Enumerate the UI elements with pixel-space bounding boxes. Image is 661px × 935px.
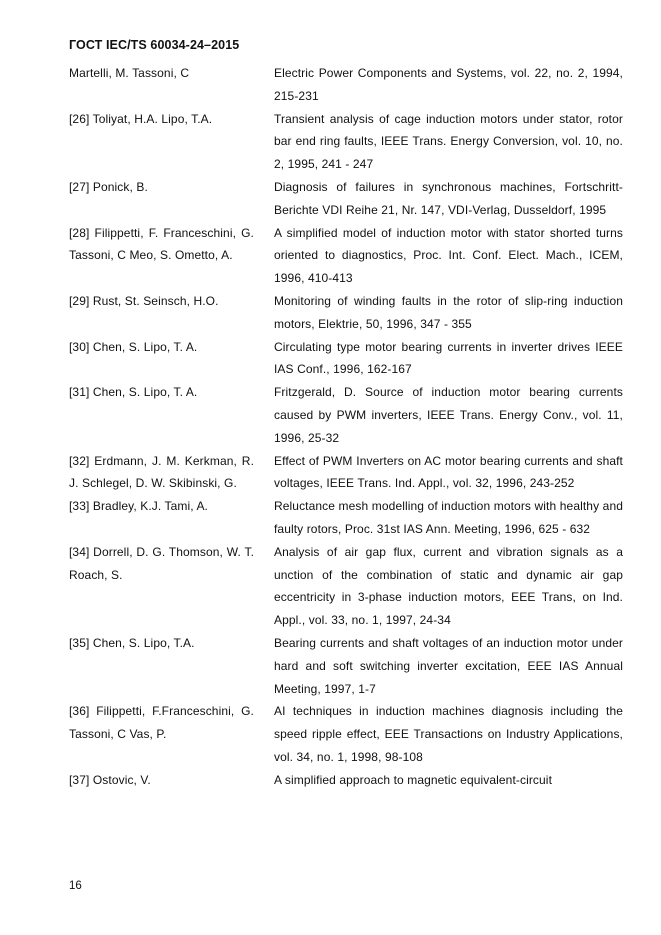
reference-entry bbox=[69, 108, 624, 176]
reference-entry bbox=[69, 290, 624, 336]
reference-authors: [28] Filippetti, F. Franceschini, G. Tassoni, C Meo, S. Ometto, A. bbox=[69, 225, 254, 263]
reference-citation: Circulating type motor bearing currents in inverter drives IEEE IAS Conf., 1996, 162-167 bbox=[274, 339, 623, 377]
reference-authors: [36] Filippetti, F.Franceschini, G. Tassoni, C Vas, P. bbox=[69, 704, 254, 742]
reference-authors: [26] Toliyat, H.A. Lipo, T.A. bbox=[69, 111, 213, 126]
reference-citation: Effect of PWM Inverters on AC motor bearing currents and shaft voltages, IEEE Trans. Ind. Appl., vol. 32, 1996, 243-252 bbox=[274, 453, 623, 491]
reference-entry bbox=[69, 769, 624, 792]
reference-authors: [29] Rust, St. Seinsch, H.O. bbox=[69, 293, 219, 308]
reference-entry bbox=[69, 450, 624, 496]
reference-citation: Diagnosis of failures in synchronous machines, Fortschritt-Berichte VDI Reihe 21, Nr. 147, VDI-Verlag, Dusseldorf, 1995 bbox=[274, 179, 623, 217]
reference-entry bbox=[69, 62, 624, 108]
reference-citation: Analysis of air gap flux, current and vibration signals as a unction of the combination of static and dynamic air gap eccentricity in 3-phase induction motors, EEE Trans, on Ind. Appl., vol. 33, no. 1, 1997, 24-34 bbox=[274, 544, 623, 628]
reference-authors: [33] Bradley, K.J. Tami, A. bbox=[69, 499, 208, 514]
reference-entry bbox=[69, 381, 624, 449]
reference-authors: [37] Ostovic, V. bbox=[69, 772, 151, 787]
reference-citation: Fritzgerald, D. Source of induction motor bearing currents caused by PWM inverters, IEEE Trans. Energy Conv., vol. 11, 1996, 25-32 bbox=[274, 385, 623, 445]
reference-authors: [32] Erdmann, J. M. Kerkman, R. J. Schlegel, D. W. Skibinski, G. bbox=[69, 453, 254, 491]
reference-entry bbox=[69, 336, 624, 382]
reference-authors: Martelli, M. Tassoni, C bbox=[69, 66, 190, 80]
reference-authors: [34] Dorrell, D. G. Thomson, W. T. Roach, S. bbox=[69, 544, 254, 582]
reference-entry bbox=[69, 541, 624, 632]
reference-authors: [27] Ponick, B. bbox=[69, 179, 148, 194]
reference-citation: Electric Power Components and Systems, vol. 22, no. 2, 1994, 215-231 bbox=[274, 66, 623, 103]
reference-citation: Bearing currents and shaft voltages of an induction motor under hard and soft switching inverter excitation, EEE IAS Annual Meeting, 1997, 1-7 bbox=[274, 635, 623, 696]
reference-citation: A simplified model of induction motor with stator shorted turns oriented to diagnostics, Proc. Int. Conf. Elect. Mach., ICEM, 1996, 410-413 bbox=[274, 225, 623, 286]
reference-citation: A simplified approach to magnetic equivalent-circuit bbox=[274, 772, 553, 787]
page-number: 16 bbox=[69, 880, 82, 892]
reference-citation: Reluctance mesh modelling of induction motors with healthy and faulty rotors, Proc. 31st IAS Ann. Meeting, 1996, 625 - 632 bbox=[274, 499, 623, 536]
reference-authors: [31] Chen, S. Lipo, T. A. bbox=[69, 385, 198, 400]
reference-entry bbox=[69, 222, 624, 290]
reference-authors: [35] Chen, S. Lipo, T.A. bbox=[69, 635, 195, 650]
reference-citation: Transient analysis of cage induction motors under stator, rotor bar end ring faults, IEEE Trans. Energy Conversion, vol. 10, no. 2, 1995, 241 - 247 bbox=[274, 111, 623, 172]
reference-citation: Monitoring of winding faults in the rotor of slip-ring induction motors, Elektrie, 50, 1996, 347 - 355 bbox=[274, 293, 623, 331]
reference-entry bbox=[69, 495, 624, 541]
page-header: ГОСТ IEC/TS 60034-24–2015 bbox=[69, 38, 240, 52]
reference-list bbox=[69, 62, 624, 792]
reference-citation: AI techniques in induction machines diagnosis including the speed ripple effect, EEE Transactions on Industry Applications, vol. 34, no. 1, 1998, 98-108 bbox=[274, 704, 623, 764]
reference-entry bbox=[69, 176, 624, 222]
reference-authors: [30] Chen, S. Lipo, T. A. bbox=[69, 339, 198, 354]
reference-entry bbox=[69, 700, 624, 768]
reference-entry bbox=[69, 632, 624, 700]
